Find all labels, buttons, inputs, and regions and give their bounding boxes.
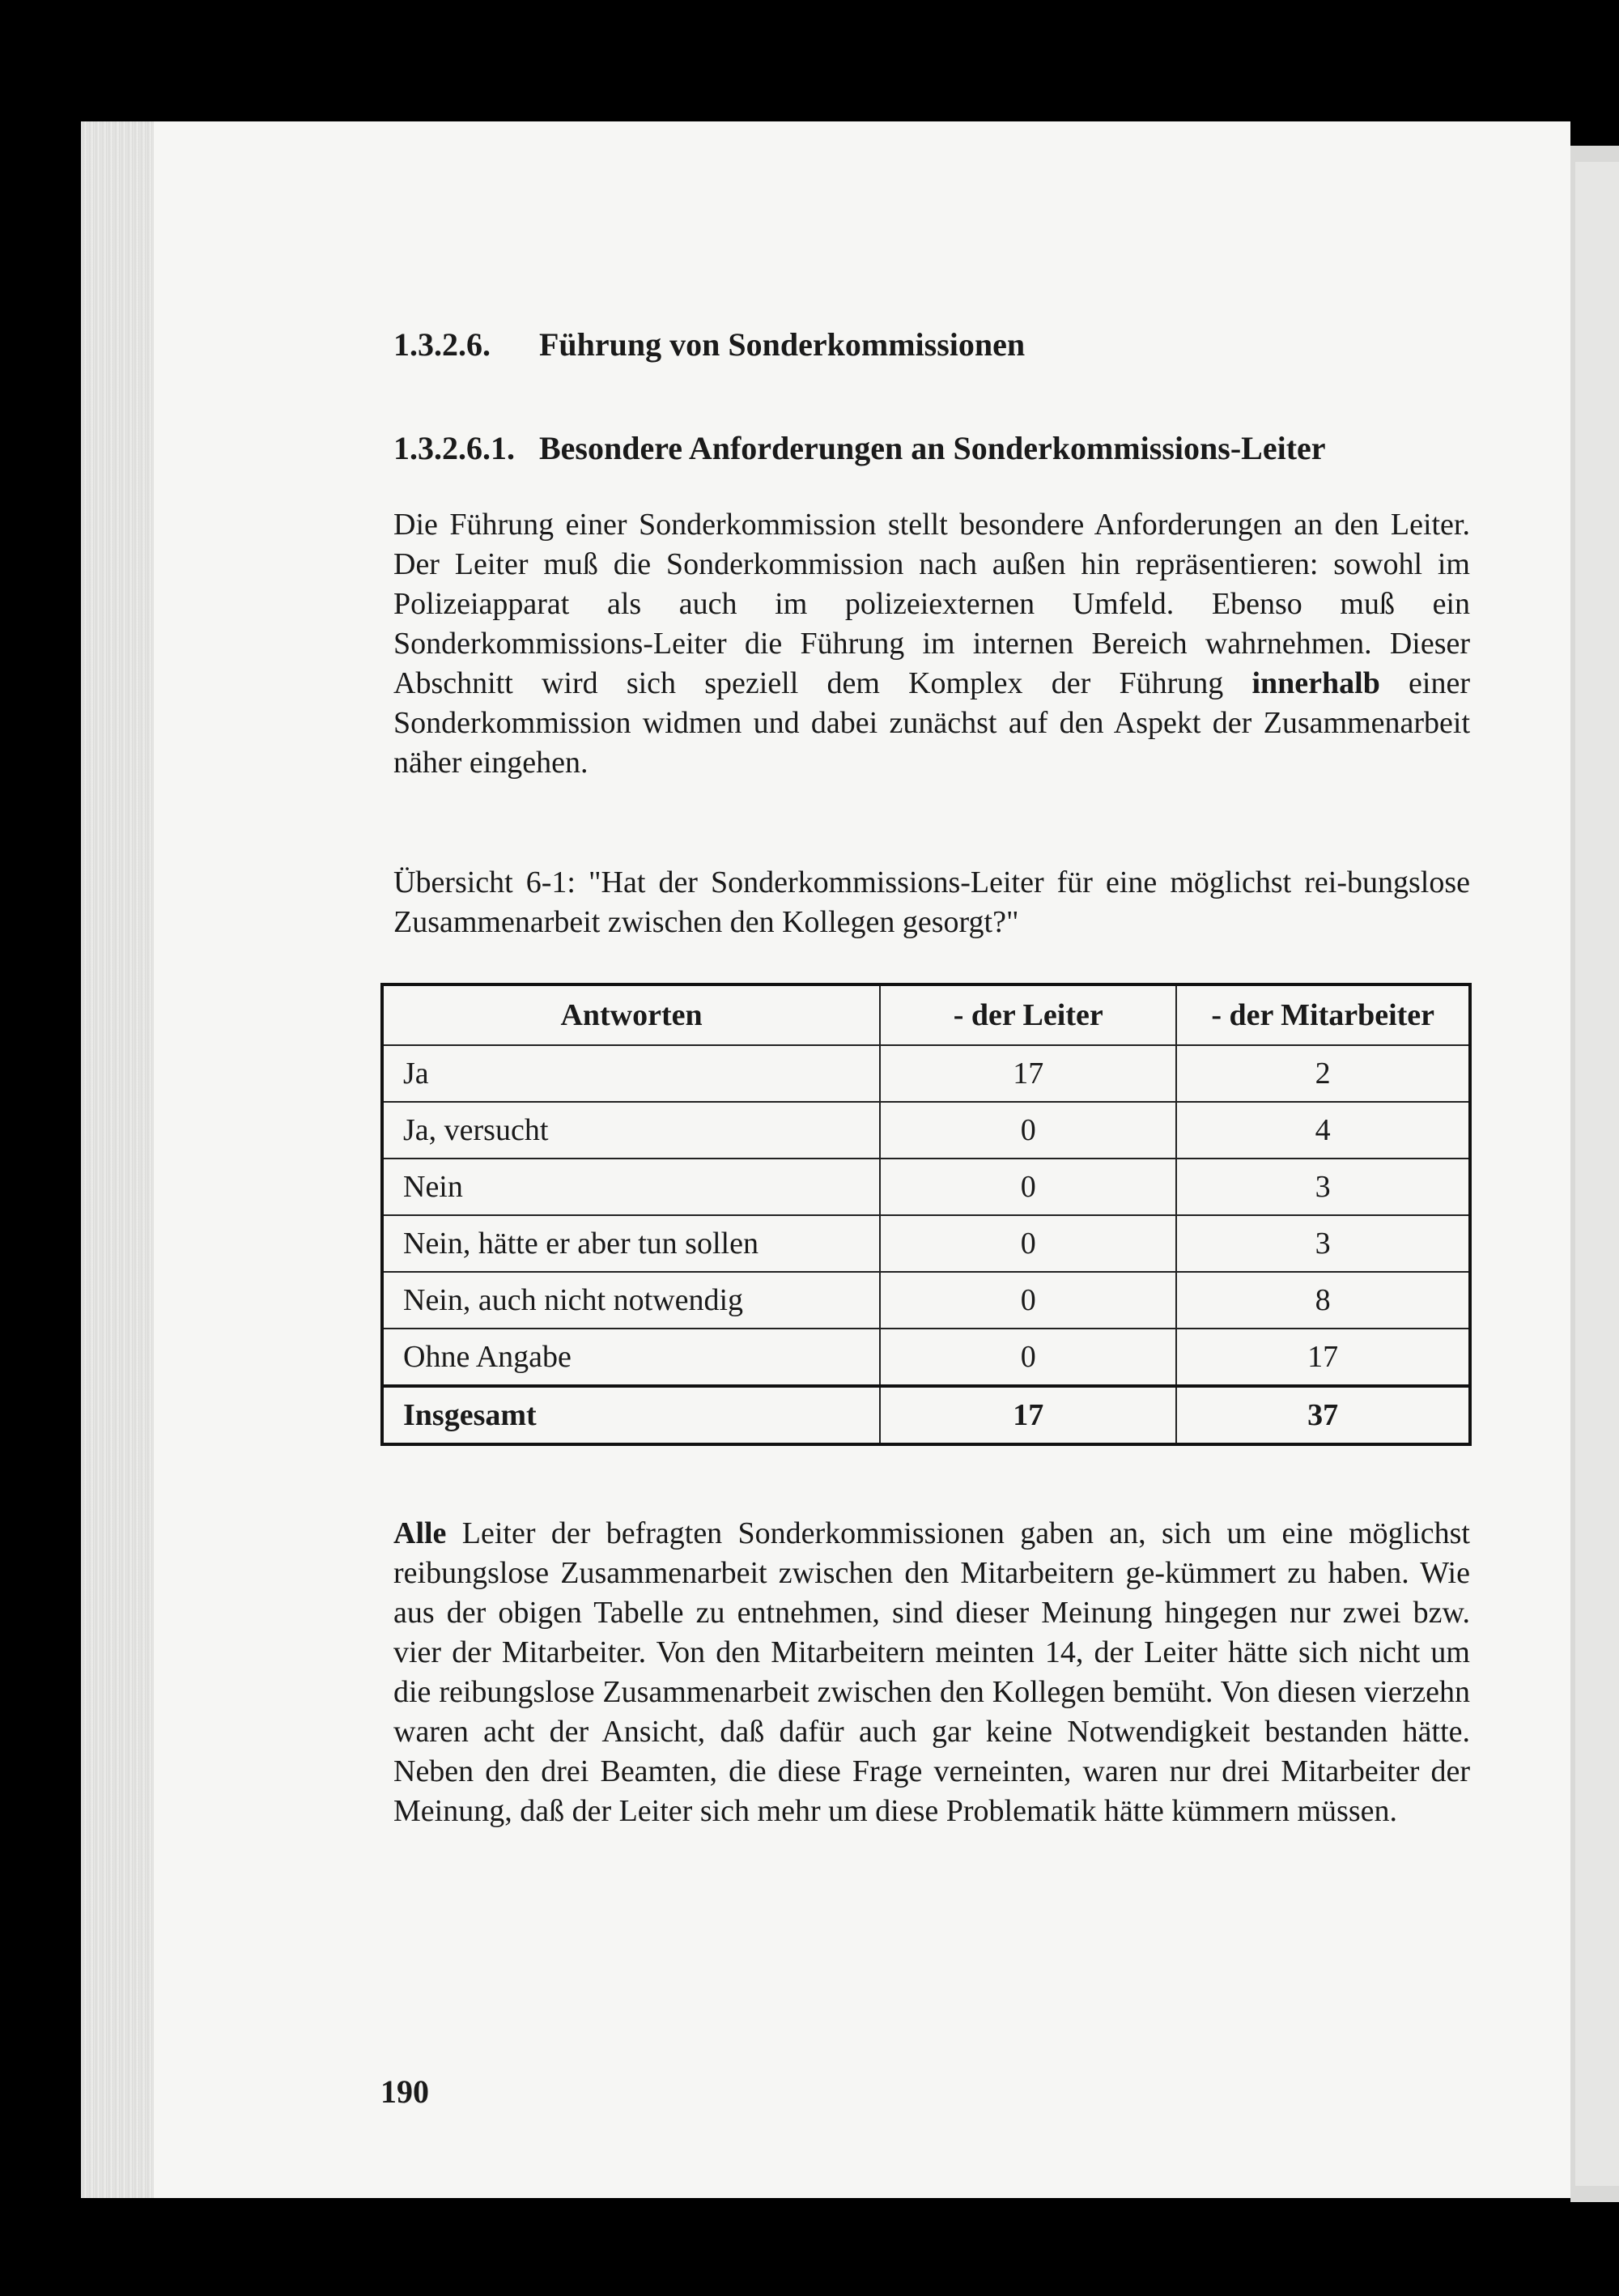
header-antworten: Antworten — [382, 984, 880, 1045]
intro-bold-word: innerhalb — [1251, 666, 1380, 700]
table-total-row — [382, 1386, 1470, 1444]
table-row — [382, 1272, 1470, 1329]
intro-text-2: einer Sonderkommission widmen und dabei zunächst auf den Aspekt der Zusammenarbeit näher eingehen. — [393, 666, 1470, 780]
table-row — [382, 1215, 1470, 1272]
section-number: 1.3.2.6. — [393, 326, 491, 363]
table-row — [382, 1045, 1470, 1102]
subsection-title: Besondere Anforderungen an Sonderkommissions-Leiter — [539, 430, 1326, 466]
table-header-row — [382, 984, 1470, 1045]
leiter-value: 0 — [880, 1159, 1176, 1215]
intro-paragraph — [393, 505, 1470, 783]
section-heading — [393, 325, 1025, 364]
background-left — [0, 0, 81, 2296]
row-label: Ja, versucht — [382, 1102, 880, 1159]
intro-text-1: Die Führung einer Sonderkommission stellt besondere Anforderungen an den Leiter. Der Leiter muß die Sonderkommission nach außen hin repräsentieren: sowohl im Polizeiapparat als auch im polizeiexternen Umfeld. Ebenso muß ein Sonderkommissions-Leiter die Führung im internen Bereich wahrnehmen. Dieser Abschnitt wird sich speziell dem Komplex der Führung — [393, 508, 1470, 700]
mitarbeiter-value: 17 — [1176, 1329, 1470, 1386]
analysis-bold-word: Alle — [393, 1516, 447, 1550]
background-bottom — [227, 2200, 1570, 2296]
facing-page — [1575, 162, 1619, 2186]
analysis-text: Leiter der befragten Sonderkommissionen gaben an, sich um eine möglichst reibungslose Zusammenarbeit zwischen den Mitarbeitern ge-kümmert zu haben. Wie aus der obigen Tabelle zu entnehmen, sind dieser Meinung hingegen nur zwei bzw. vier der Mitarbeiter. Von den Mitarbeitern meinten 14, der Leiter hätte sich nicht um die reibungslose Zusammenarbeit zwischen den Kollegen bemüht. Von diesen vierzehn waren acht der Ansicht, daß dafür auch gar keine Notwendigkeit bestanden hätte. Neben den drei Beamten, die diese Frage verneinten, waren nur drei Mitarbeiter der Meinung, daß der Leiter sich mehr um diese Problematik hätte kümmern müssen. — [393, 1516, 1470, 1828]
mitarbeiter-value: 2 — [1176, 1045, 1470, 1102]
analysis-paragraph — [393, 1514, 1470, 1831]
caption-text: Übersicht 6-1: "Hat der Sonderkommissions-Leiter für eine möglichst rei-bungslose Zusammenarbeit zwischen den Kollegen gesorgt?" — [393, 865, 1470, 939]
table-caption — [393, 863, 1470, 942]
total-mitarbeiter: 37 — [1176, 1386, 1470, 1444]
mitarbeiter-value: 4 — [1176, 1102, 1470, 1159]
table-row — [382, 1102, 1470, 1159]
survey-table — [380, 983, 1472, 1446]
mitarbeiter-value: 3 — [1176, 1215, 1470, 1272]
header-leiter: - der Leiter — [880, 984, 1176, 1045]
leiter-value: 0 — [880, 1272, 1176, 1329]
table-row — [382, 1159, 1470, 1215]
page-number: 190 — [380, 2073, 429, 2110]
leiter-value: 0 — [880, 1215, 1176, 1272]
leiter-value: 17 — [880, 1045, 1176, 1102]
total-label: Insgesamt — [382, 1386, 880, 1444]
header-mitarbeiter: - der Mitarbeiter — [1176, 984, 1470, 1045]
subsection-number: 1.3.2.6.1. — [393, 430, 515, 466]
leiter-value: 0 — [880, 1329, 1176, 1386]
subsection-heading — [393, 429, 1326, 467]
row-label: Nein, hätte er aber tun sollen — [382, 1215, 880, 1272]
row-label: Ohne Angabe — [382, 1329, 880, 1386]
leiter-value: 0 — [880, 1102, 1176, 1159]
section-title: Führung von Sonderkommissionen — [539, 326, 1026, 363]
table-row — [382, 1329, 1470, 1386]
mitarbeiter-value: 3 — [1176, 1159, 1470, 1215]
total-leiter: 17 — [880, 1386, 1176, 1444]
row-label: Nein — [382, 1159, 880, 1215]
row-label: Nein, auch nicht notwendig — [382, 1272, 880, 1329]
row-label: Ja — [382, 1045, 880, 1102]
mitarbeiter-value: 8 — [1176, 1272, 1470, 1329]
page-stack-edge — [81, 121, 154, 2198]
